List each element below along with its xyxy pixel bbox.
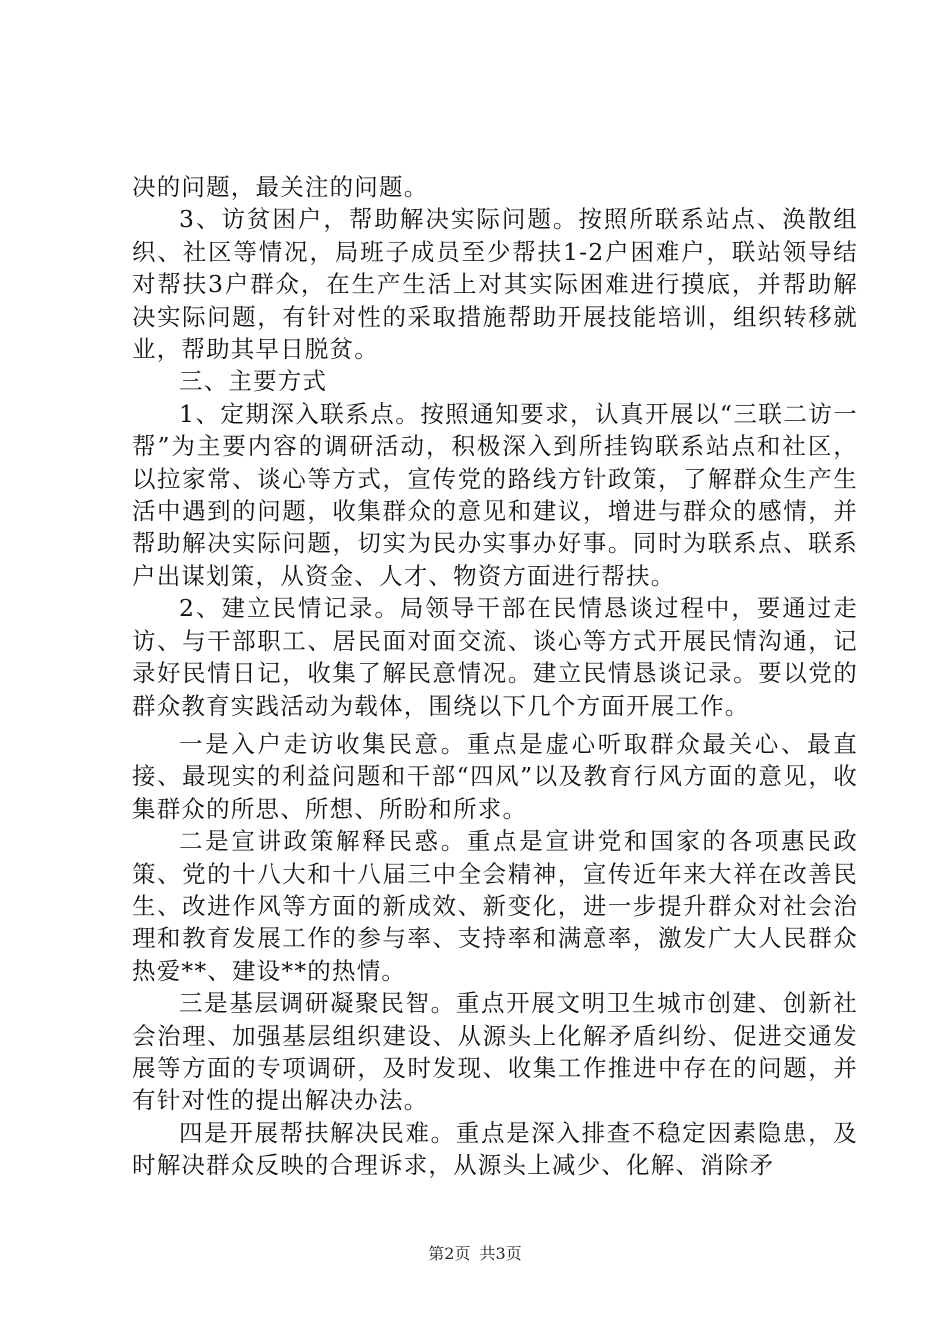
paragraph-1: 决的问题，最关注的问题。 bbox=[132, 173, 429, 201]
paragraph-4: 1、定期深入联系点。按照通知要求，认真开展以“三联二访一帮”为主要内容的调研活动，积极深入到所挂钩联系站点和社区，以拉家常、谈心等方式，宣传党的路线方针政策，了解群众生产生活中遇到的问题，收集群众的意见和建议，增进与群众的感情，并帮助解决实际问题，切实为民办实事办好事。同时为联系点、联系户出谋划策，从资金、人才、物资方面进行帮扶。 bbox=[132, 399, 858, 590]
page-number: 第2页 bbox=[428, 1244, 471, 1263]
paragraph-2: 3、访贫困户，帮助解决实际问题。按照所联系站点、涣散组织、社区等情况，局班子成员至少帮扶1-2户困难户，联站领导结对帮扶3户群众，在生产生活上对其实际困难进行摸底，并帮助解决实际问题，有针对性的采取措施帮助开展技能培训，组织转移就业，帮助其早日脱贫。 bbox=[132, 205, 858, 364]
paragraph-9: 四是开展帮扶解决民难。重点是深入排查不稳定因素隐患，及时解决群众反映的合理诉求，从源头上减少、化解、消除矛 bbox=[132, 1118, 858, 1180]
section-heading: 三、主要方式 bbox=[179, 367, 328, 396]
page-total: 共3页 bbox=[479, 1244, 522, 1263]
document-body bbox=[132, 171, 858, 1182]
paragraph-7: 二是宣讲政策解释民惑。重点是宣讲党和国家的各项惠民政策、党的十八大和十八届三中全会精神，宣传近年来大祥在改善民生、改进作风等方面的新成效、新变化，进一步提升群众对社会治理和教育发展工作的参与率、支持率和满意率，激发广大人民群众热爱**、建设**的热情。 bbox=[132, 827, 858, 985]
paragraph-5: 2、建立民情记录。局领导干部在民情恳谈过程中，要通过走访、与干部职工、居民面对面交流、谈心等方式开展民情沟通，记录好民情日记，收集了解民意情况。建立民情恳谈记录。要以党的群众教育实践活动为载体，围绕以下几个方面开展工作。 bbox=[132, 594, 858, 720]
paragraph-8: 三是基层调研凝聚民智。重点开展文明卫生城市创建、创新社会治理、加强基层组织建设、从源头上化解矛盾纠纷、促进交通发展等方面的专项调研，及时发现、收集工作推进中存在的问题，并有针对性的提出解决办法。 bbox=[132, 989, 858, 1115]
page-footer bbox=[0, 1244, 950, 1264]
paragraph-6: 一是入户走访收集民意。重点是虚心听取群众最关心、最直接、最现实的利益问题和干部“四风”以及教育行风方面的意见，收集群众的所思、所想、所盼和所求。 bbox=[132, 729, 858, 823]
